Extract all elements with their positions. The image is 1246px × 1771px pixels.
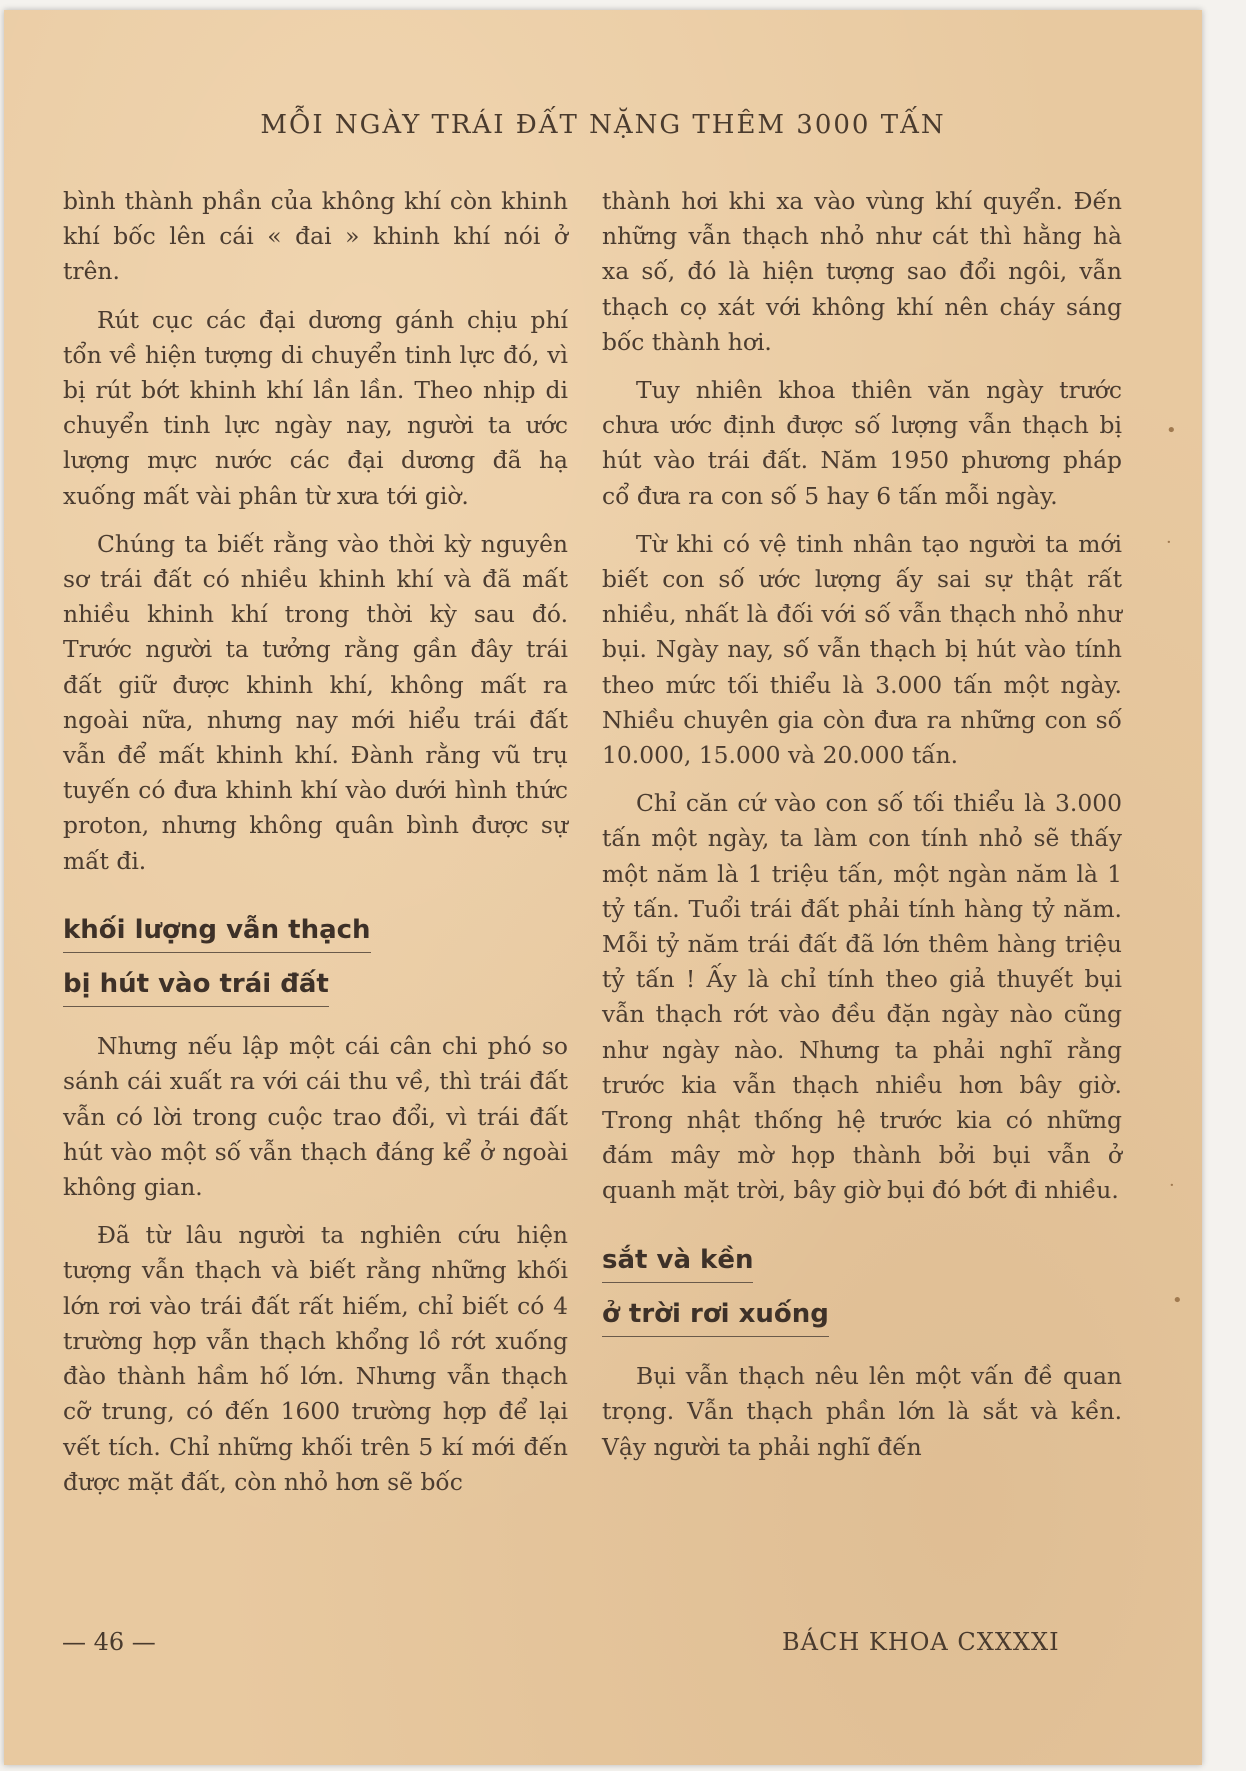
- left-column: [63, 184, 568, 1513]
- right-column: [602, 184, 1122, 1478]
- paragraph: Rút cục các đại dương gánh chịu phí tổn về hiện tượng di chuyển tinh lực đó, vì bị rút bớt khinh khí lần lần. Theo nhịp di chuyển tinh lực ngày nay, người ta ước lượng mực nước các đại dương đã hạ xuống mất vài phân từ xưa tới giờ.: [63, 305, 568, 510]
- paper-speck: ·: [1166, 532, 1172, 553]
- subheading-line-2: ở trời rơi xuống: [602, 1297, 829, 1337]
- paper-speck: •: [1166, 420, 1177, 441]
- paragraph: Bụi vẫn thạch nêu lên một vấn đề quan trọng. Vẫn thạch phần lớn là sắt và kền. Vậy người ta phải nghĩ đến: [602, 1362, 1122, 1461]
- paragraph: thành hơi khi xa vào vùng khí quyển. Đến những vẫn thạch nhỏ như cát thì hằng hà xa số, đó là hiện tượng sao đổi ngôi, vẫn thạch cọ xát với không khí nên cháy sáng bốc thành hơi.: [602, 187, 1122, 356]
- paragraph: Nhưng nếu lập một cái cân chi phó so sánh cái xuất ra với cái thu về, thì trái đất vẫn có lời trong cuộc trao đổi, vì trái đất hút vào một số vẫn thạch đáng kể ở ngoài không gian.: [63, 1032, 568, 1202]
- paragraph: bình thành phần của không khí còn khinh khí bốc lên cái « đai » khinh khí nói ở trên.: [63, 187, 568, 286]
- paragraph: Đã từ lâu người ta nghiên cứu hiện tượng vẫn thạch và biết rằng những khối lớn rơi vào trái đất rất hiếm, chỉ biết có 4 trường hợp vẫn thạch khổng lồ rớt xuống đào thành hầm hố lớn. Nhưng vẫn thạch cỡ trung, có đến 1600 trường hợp để lại vết tích. Chỉ những khối trên 5 kí mới đến được mặt đất, còn nhỏ hơn sẽ bốc: [63, 1221, 568, 1496]
- page-number: — 46 —: [62, 1628, 156, 1656]
- section-heading: [602, 1243, 1122, 1337]
- page-header: MỖI NGÀY TRÁI ĐẤT NẶNG THÊM 3000 TẤN: [260, 110, 946, 140]
- subheading-line-1: khối lượng vẫn thạch: [63, 913, 371, 953]
- magazine-page: [4, 10, 1202, 1765]
- paper-speck: •: [1172, 1290, 1183, 1311]
- publication-footer: BÁCH KHOA CXXXXI: [782, 1628, 1060, 1656]
- subheading-line-1: sắt và kền: [602, 1243, 753, 1283]
- paragraph: Chúng ta biết rằng vào thời kỳ nguyên sơ trái đất có nhiều khinh khí và đã mất nhiều khinh khí trong thời kỳ sau đó. Trước người ta tưởng rằng gần đây trái đất giữ được khinh khí, không mất ra ngoài nữa, nhưng nay mới hiểu trái đất vẫn để mất khinh khí. Đành rằng vũ trụ tuyến có đưa khinh khí vào dưới hình thức proton, nhưng không quân bình được sự mất đi.: [63, 529, 568, 875]
- paragraph: Chỉ căn cứ vào con số tối thiểu là 3.000 tấn một ngày, ta làm con tính nhỏ sẽ thấy một năm là 1 triệu tấn, một ngàn năm là 1 tỷ tấn. Tuổi trái đất phải tính hàng tỷ năm. Mỗi tỷ năm trái đất đã lớn thêm hàng triệu tỷ tấn ! Ấy là chỉ tính theo giả thuyết bụi vẫn thạch rớt vào đều đặn ngày nào cũng như ngày nào. Nhưng ta phải nghĩ rằng trước kia vẫn thạch nhiều hơn bây giờ. Trong nhật thống hệ trước kia có những đám mây mờ họp thành bởi bụi vẫn ở quanh mặt trời, bây giờ bụi đó bớt đi nhiều.: [602, 789, 1122, 1205]
- paragraph: Từ khi có vệ tinh nhân tạo người ta mới biết con số ước lượng ấy sai sự thật rất nhiều, nhất là đối với số vẫn thạch nhỏ như bụi. Ngày nay, số vẫn thạch bị hút vào tính theo mức tối thiểu là 3.000 tấn một ngày. Nhiều chuyên gia còn đưa ra những con số 10.000, 15.000 và 20.000 tấn.: [602, 529, 1122, 770]
- paper-speck: ·: [1169, 1175, 1175, 1196]
- section-heading: [63, 913, 568, 1007]
- paragraph: Tuy nhiên khoa thiên văn ngày trước chưa ước định được số lượng vẫn thạch bị hút vào trái đất. Năm 1950 phương pháp cổ đưa ra con số 5 hay 6 tấn mỗi ngày.: [602, 376, 1122, 510]
- subheading-line-2: bị hút vào trái đất: [63, 967, 329, 1007]
